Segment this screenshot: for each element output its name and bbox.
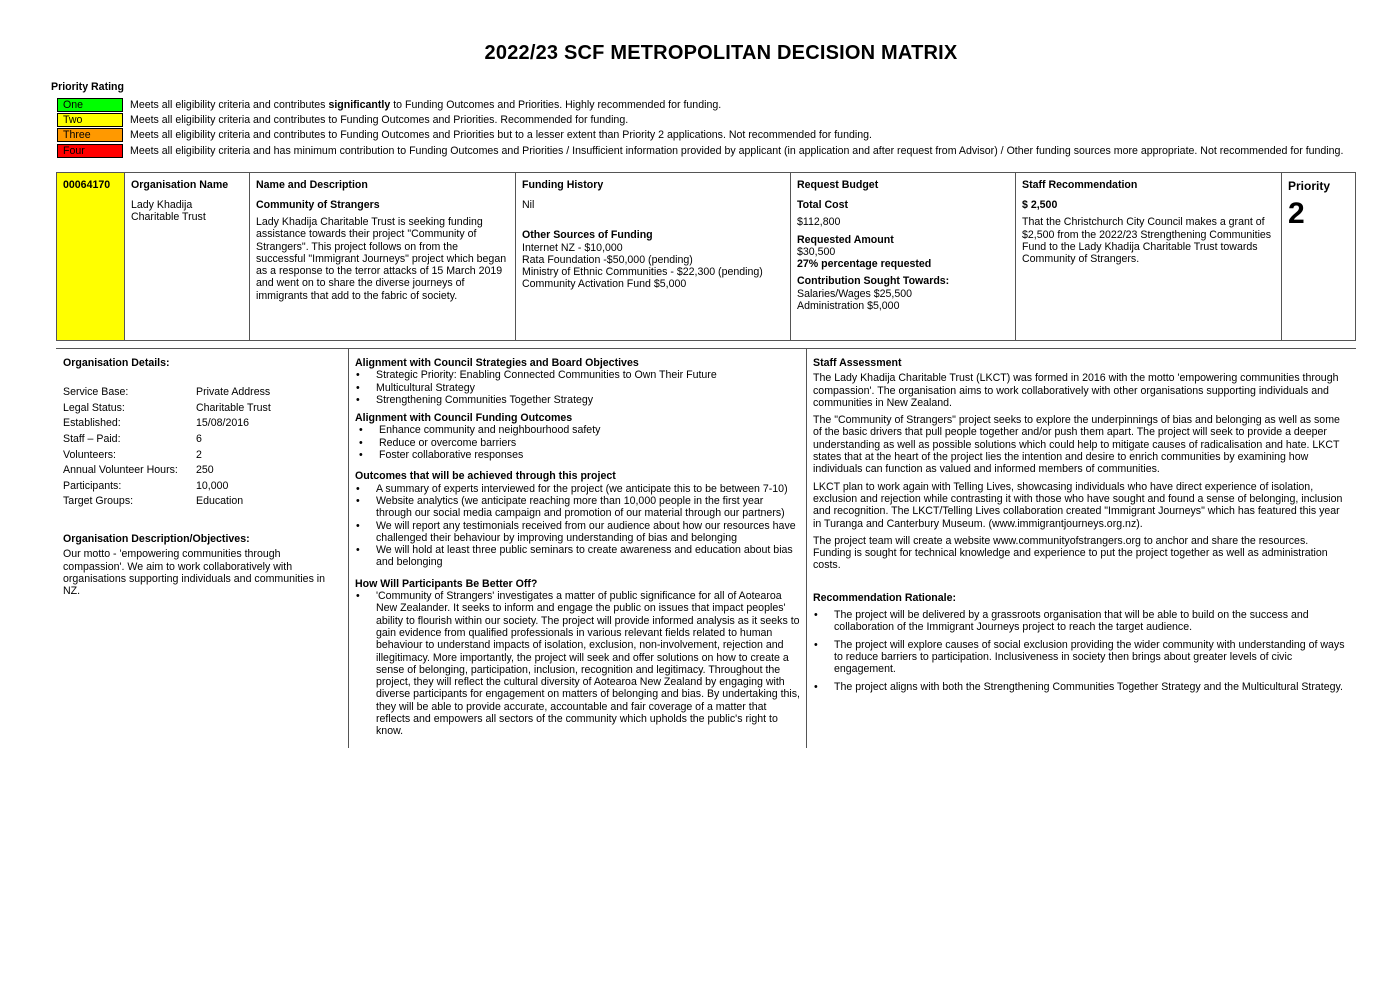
org-name-line: Lady Khadija: [131, 199, 193, 211]
detail-row: Annual Volunteer Hours: 250: [63, 464, 214, 477]
list-item: • Foster collaborative responses: [358, 449, 801, 461]
detail-row: Target Groups: Education: [63, 495, 244, 508]
list-item: • We will report any testimonials received from our audience about how our resources have challenged their behaviour by improving understanding of bias and belonging: [355, 520, 801, 545]
requested-amount-label: Requested Amount: [797, 233, 894, 246]
org-name-cell: [125, 173, 250, 340]
funding-history-cell: [516, 173, 791, 340]
contribution-label: Contribution Sought Towards:: [797, 275, 950, 288]
staff-assessment-header: Staff Assessment: [813, 357, 902, 369]
application-summary-table: [56, 172, 1356, 341]
staff-recommendation-header: Staff Recommendation: [1022, 179, 1138, 191]
description-line: Strangers". This project follows on from the: [256, 240, 458, 253]
description-line: and went on to share the diverse journeys of: [256, 277, 465, 290]
better-off-header: How Will Participants Be Better Off?: [355, 577, 538, 590]
list-item: • Strengthening Communities Together Strategy: [355, 394, 801, 406]
recommendation-line: Fund to the Lady Khadija Charitable Trust towards: [1022, 240, 1258, 253]
detail-row: Legal Status: Charitable Trust: [63, 401, 271, 414]
legend-desc-four: Meets all eligibility criteria and has minimum contribution to Funding Outcomes and Priorities / Insufficient information provided by applicant (in application and after request from Advisor) / Other funding sources more appropriate. Not recommended for funding.: [130, 144, 1344, 157]
priority-value: 2: [1288, 197, 1305, 230]
assessment-paragraph: The "Community of Strangers" project seeks to explore the underpinnings of bias and belonging as well as some of the basic drivers that pull people together and/or push them apart. The project will seek to provide a deeper understanding as well as possible solutions which could help to mitigate causes of radicalisation and hate. LKCT states that at the heart of the project lies the intention and desire to enrich communities by examining how individuals can function as valued and informed members of communities.: [813, 414, 1340, 476]
assessment-paragraph: LKCT plan to work again with Telling Lives, showcasing individuals who have direct experience of isolation, exclusion and rejection while contrasting it with those who have sought and found a sense of belonging, inclusion and recognition. The LKCT/Telling Lives collaboration created "Immigrant Journeys" which has featured this year in Turanga and Canterbury Museum. (www.immigrantjourneys.org.nz).: [813, 480, 1343, 530]
project-name: Community of Strangers: [256, 199, 380, 211]
total-cost-value: $112,800: [797, 216, 841, 229]
outcomes-header: Alignment with Council Funding Outcomes: [355, 412, 573, 425]
legend-desc-two: Meets all eligibility criteria and contributes to Funding Outcomes and Priorities. Recommended for funding.: [130, 113, 629, 126]
name-description-header: Name and Description: [256, 179, 368, 191]
contribution-item: Salaries/Wages $25,500: [797, 287, 913, 300]
legend-desc-one: Meets all eligibility criteria and contributes significantly to Funding Outcomes and Priorities. Highly recommended for funding.: [130, 98, 722, 111]
name-description-cell: [250, 173, 516, 340]
list-item: • We will hold at least three public seminars to create awareness and education about bias and belonging: [355, 544, 801, 569]
description-line: assistance towards their project "Community of: [256, 228, 477, 241]
org-description-line: NZ.: [63, 585, 81, 598]
staff-recommendation-cell: [1016, 173, 1282, 340]
org-description-line: organisations supporting individuals and communities in: [63, 572, 326, 585]
other-funding-item: Ministry of Ethnic Communities - $22,300 (pending): [522, 266, 763, 279]
description-line: successful "Immigrant Journeys" project which began: [256, 252, 507, 265]
requested-amount-value: $30,500: [797, 245, 836, 258]
priority-cell: [1282, 173, 1355, 340]
outcomes-list: [355, 424, 801, 461]
achieved-list: [355, 483, 801, 569]
requested-percent: 27% percentage requested: [797, 258, 932, 271]
legend-row-four: [57, 143, 1343, 158]
description-line: immigrants that add to the fabric of society.: [256, 289, 458, 302]
funding-history-header: Funding History: [522, 179, 604, 191]
list-item: • 'Community of Strangers' investigates a matter of public significance for all of Aotearoa New Zealander. It seeks to inform and engage the public on issues that impact peoples' ability to flourish within our society. The project will provide informed analysis as it seeks to gain evidence from qualified professionals in various relevant fields related to human behaviour to understand impacts of isolation, exclusion, non-involvement, rejection and illegitimacy. More importantly, the project will seek and offer solutions on how to create a sense of belonging, participation, inclusion, recognition and legitimacy. Throughout the project, they will reflect the cultural diversity of Aotearoa New Zealand by engaging with diverse participants for engagement on matters of belonging and bias. By undertaking this, they will be able to provide accurate, accountable and fair coverage of a matter that reflects and empowers all sectors of the community which upholds the public's right to know.: [355, 590, 801, 738]
org-name-header: Organisation Name: [131, 179, 229, 191]
org-description-header: Organisation Description/Objectives:: [63, 533, 250, 546]
detail-row: Staff – Paid: 6: [63, 433, 202, 446]
priority-header: Priority: [1288, 179, 1331, 193]
list-item: • A summary of experts interviewed for the project (we anticipate this to be between 7-10): [355, 483, 801, 495]
list-item: • Multicultural Strategy: [355, 382, 801, 394]
other-funding-item: Community Activation Fund $5,000: [522, 278, 687, 291]
list-item: • Strategic Priority: Enabling Connected Communities to Own Their Future: [355, 369, 801, 381]
detail-row: Established: 15/08/2016: [63, 417, 250, 430]
legend-swatch-four: Four: [57, 144, 123, 158]
list-item: • The project will explore causes of social exclusion providing the wider community with understanding of ways to reduce barriers to participation. Inclusiveness in society then brings about greater levels of civic engagement.: [813, 639, 1353, 676]
legend-row-three: [57, 128, 1343, 143]
assessment-paragraph: The Lady Khadija Charitable Trust (LKCT) was formed in 2016 with the motto 'empowering communities through compassion'. The organisation aims to work collaboratively with other organisations supporting individuals and communities in New Zealand.: [813, 372, 1339, 409]
application-id-cell: [57, 173, 125, 340]
list-item: • Enhance community and neighbourhood safety: [358, 424, 801, 436]
request-budget-cell: [791, 173, 1016, 340]
strategies-list: [355, 369, 801, 406]
assessment-paragraph: The project team will create a website www.communityofstrangers.org to anchor and share the resources. Funding is sought for technical knowledge and experience to put the project together as well as administration costs.: [813, 534, 1328, 572]
org-description-line: compassion'. We aim to work collaboratively with: [63, 560, 293, 573]
staff-assessment-section: [807, 349, 1359, 706]
other-funding-header: Other Sources of Funding: [522, 229, 653, 242]
total-cost-label: Total Cost: [797, 199, 849, 211]
recommended-amount: $ 2,500: [1022, 199, 1058, 211]
request-budget-header: Request Budget: [797, 179, 879, 191]
priority-rating-heading: Priority Rating: [51, 81, 124, 93]
strategies-header: Alignment with Council Strategies and Board Objectives: [355, 357, 639, 369]
org-details-header: Organisation Details:: [63, 357, 170, 369]
legend-swatch-three: Three: [57, 128, 123, 142]
other-funding-item: Internet NZ - $10,000: [522, 241, 623, 254]
alignment-section: [349, 349, 807, 746]
org-description-line: Our motto - 'empowering communities through: [63, 548, 281, 561]
org-name-line: Charitable Trust: [131, 211, 206, 224]
description-line: as a response to the terror attacks of 15 March 2019: [256, 265, 503, 278]
other-funding-item: Rata Foundation -$50,000 (pending): [522, 253, 693, 266]
legend-row-one: [57, 97, 1343, 112]
contribution-item: Administration $5,000: [797, 300, 900, 313]
list-item: • Reduce or overcome barriers: [358, 437, 801, 449]
list-item: • The project will be delivered by a grassroots organisation that will be able to build on the success and collaboration of the Immigrant Journeys project to reach the target audience.: [813, 609, 1353, 634]
rationale-header: Recommendation Rationale:: [813, 591, 957, 604]
detail-row: Volunteers: 2: [63, 448, 202, 461]
detail-row: Service Base: Private Address: [63, 386, 271, 399]
list-item: • The project aligns with both the Strengthening Communities Together Strategy and the Multicultural Strategy.: [813, 681, 1353, 693]
detail-row: Participants: 10,000: [63, 479, 229, 492]
recommendation-line: Community of Strangers.: [1022, 253, 1140, 266]
page-title: 2022/23 SCF METROPOLITAN DECISION MATRIX: [484, 42, 958, 64]
legend-row-two: [57, 112, 1343, 127]
better-off-list: [355, 590, 801, 738]
recommendation-line: $2,500 from the 2022/23 Strengthening Communities: [1022, 228, 1272, 241]
application-id: 00064170: [63, 179, 111, 191]
legend-swatch-two: Two: [57, 113, 123, 127]
achieved-header: Outcomes that will be achieved through this project: [355, 470, 616, 483]
rationale-list: [813, 609, 1353, 693]
legend-swatch-one: One: [57, 98, 123, 112]
recommendation-line: That the Christchurch City Council makes a grant of: [1022, 216, 1265, 229]
legend-desc-three: Meets all eligibility criteria and contributes to Funding Outcomes and Priorities but to a lesser extent than Priority 2 applications. Not recommended for funding.: [130, 129, 872, 142]
org-details-section: [57, 349, 347, 606]
list-item: • Website analytics (we anticipate reaching more than 10,000 people in the first year through our social media campaign and promotion of our material through our partners): [355, 495, 801, 520]
priority-legend: [57, 97, 1343, 158]
funding-history-value: Nil: [522, 199, 535, 211]
description-line: Lady Khadija Charitable Trust is seeking funding: [256, 216, 483, 228]
